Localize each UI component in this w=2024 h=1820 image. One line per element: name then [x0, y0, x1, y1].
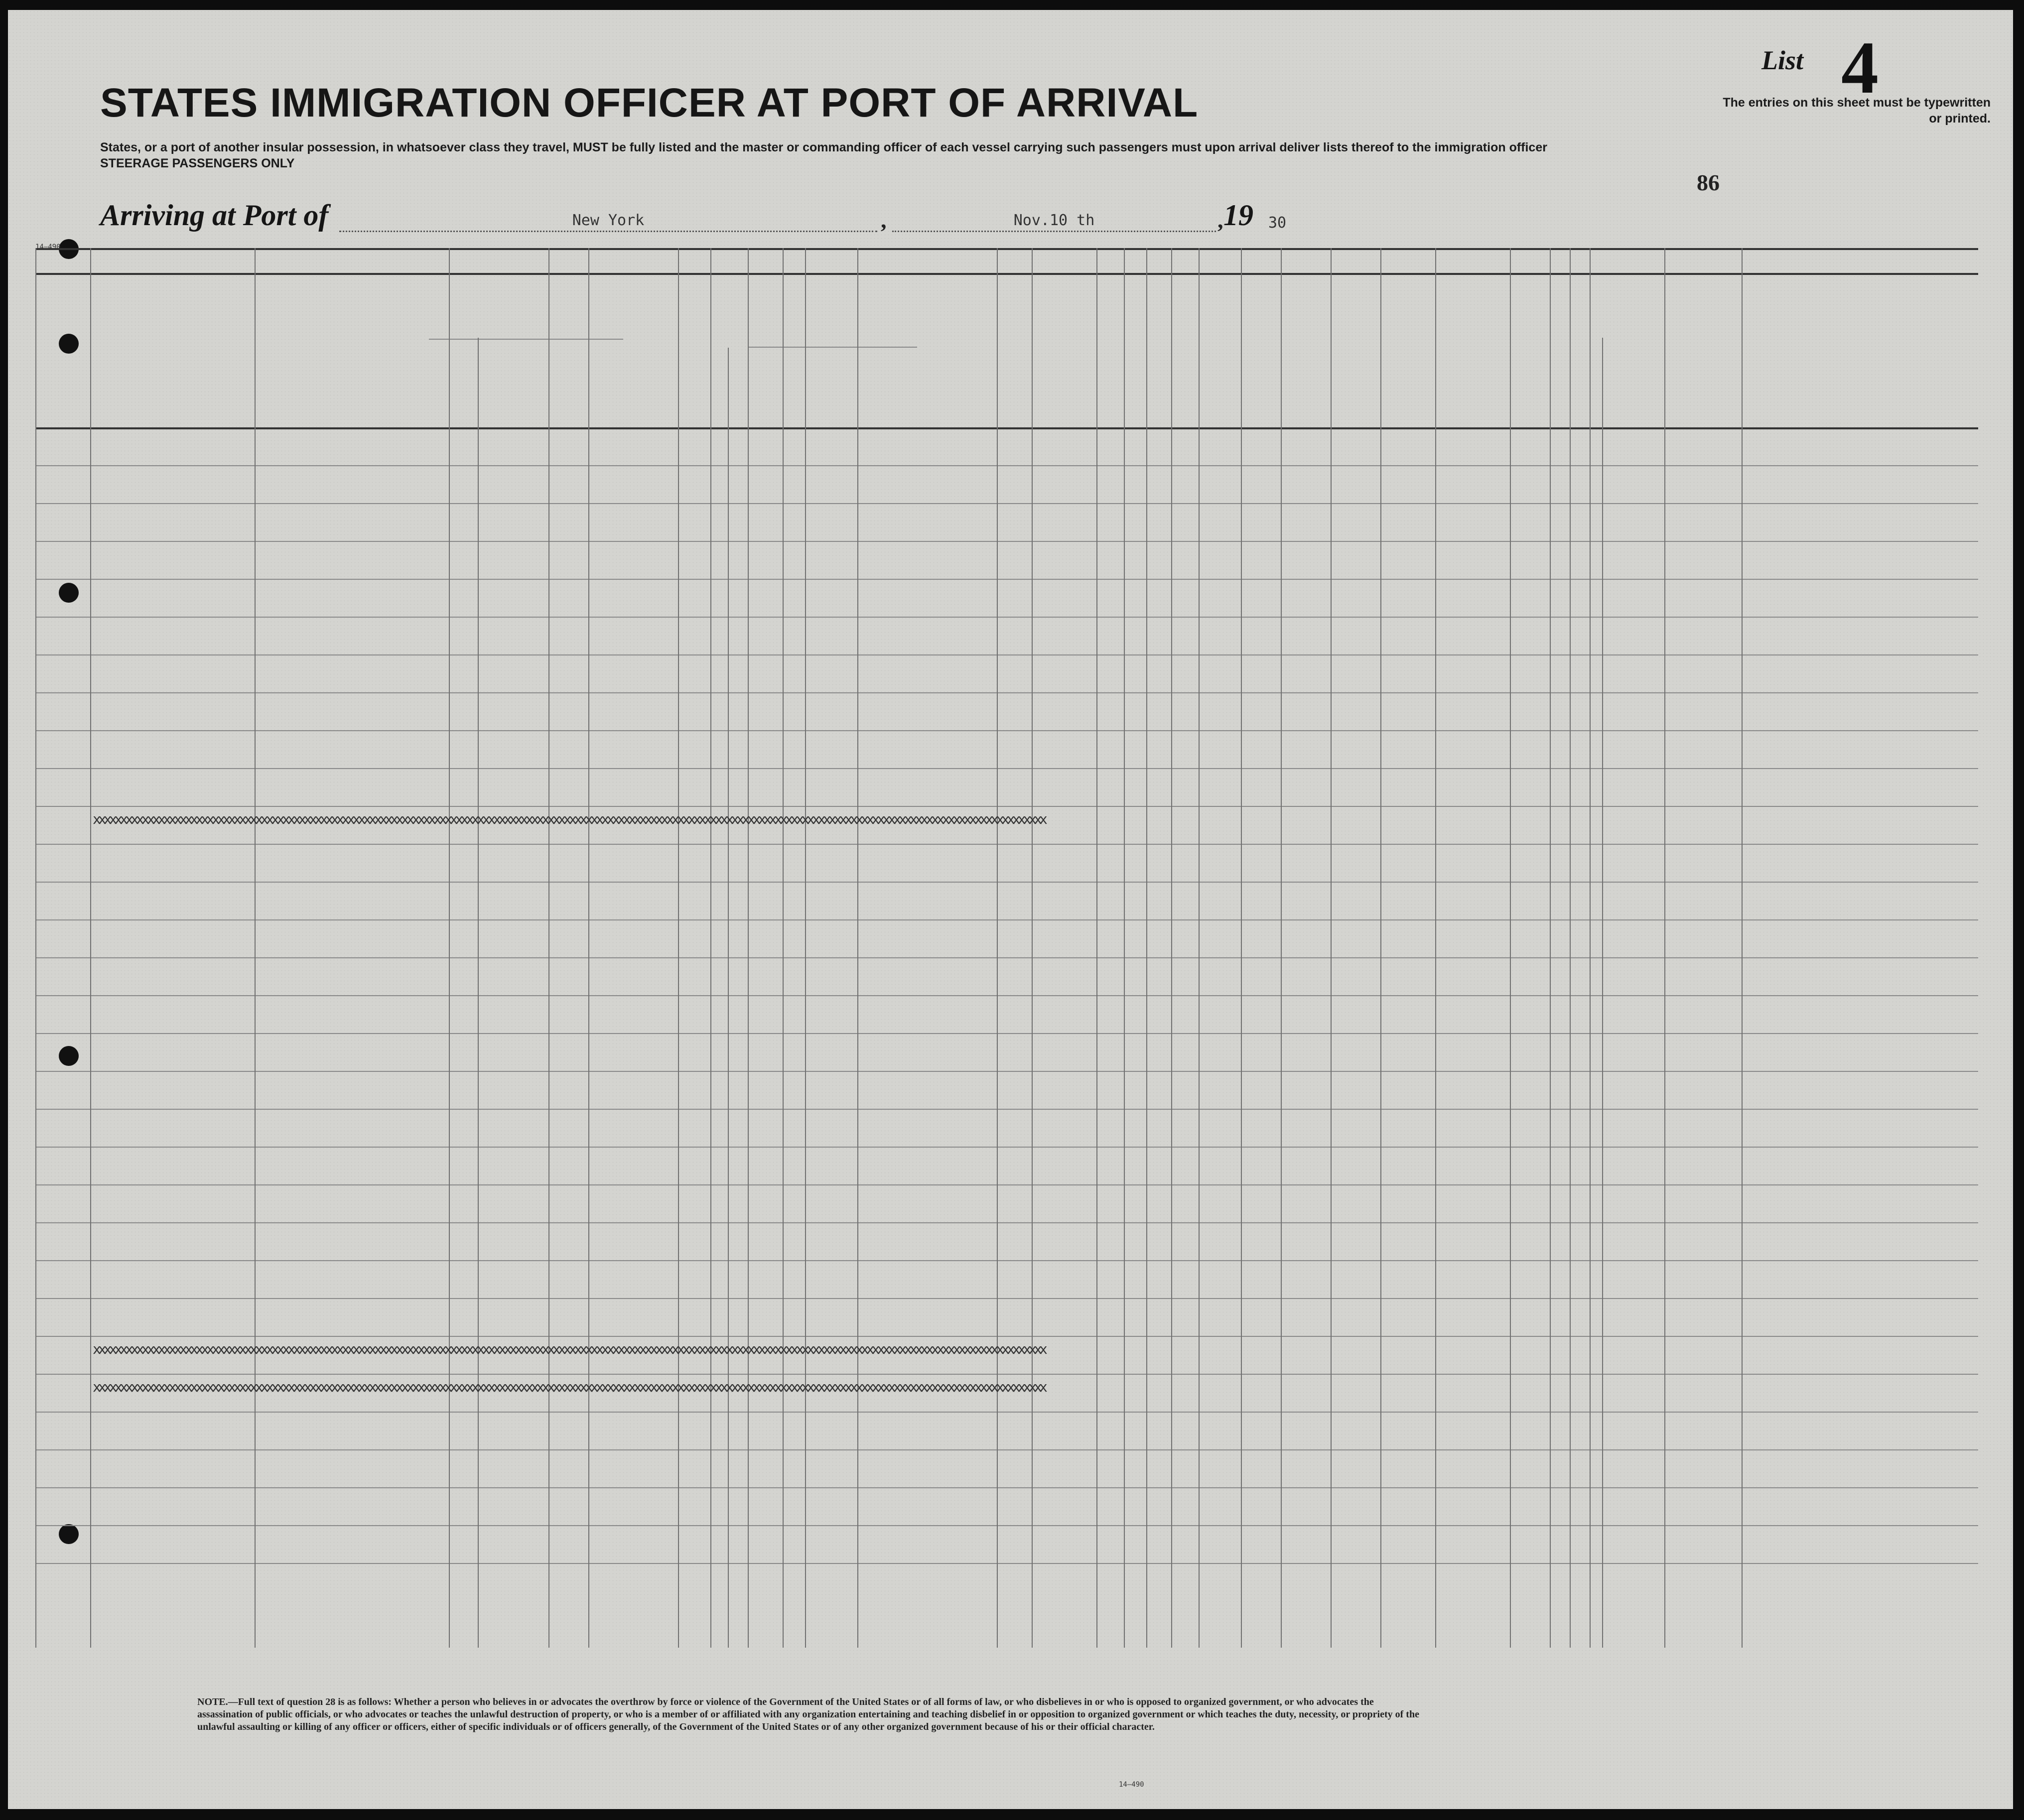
manifest-table [35, 248, 1978, 1648]
row-rule [35, 1071, 1978, 1072]
column-rule [710, 248, 711, 1648]
row-rule [35, 1563, 1978, 1564]
page-title: STATES IMMIGRATION OFFICER AT PORT OF ARRIVAL [100, 80, 1199, 126]
form-number-footer: 14—490 [1119, 1781, 1144, 1789]
column-rule [588, 248, 589, 1648]
column-rule [748, 248, 749, 1648]
header-c27 [1062, 278, 1072, 422]
row-rule [35, 1374, 1978, 1375]
manifest-sheet [8, 10, 2013, 1809]
row-rule [35, 654, 1978, 655]
sub-rule-hair [1602, 338, 1603, 1648]
column-rule [805, 248, 806, 1648]
row-rule [35, 1222, 1978, 1223]
row-rule [35, 1033, 1978, 1034]
column-rule [1664, 248, 1665, 1648]
row-rule [35, 806, 1978, 807]
column-rule [1281, 248, 1282, 1648]
row-rule [35, 1412, 1978, 1413]
column-rule [1171, 248, 1172, 1648]
col-number-rule [35, 273, 1978, 275]
header-c26 [1038, 278, 1048, 422]
row-rule [35, 617, 1978, 618]
header-instructions [100, 139, 1669, 171]
row-rule [35, 844, 1978, 845]
table-top-rule [35, 248, 1978, 250]
column-rule [1032, 248, 1033, 1648]
column-rule [1742, 248, 1743, 1648]
column-rule [255, 248, 256, 1648]
header-purpose-a [892, 288, 902, 422]
row-rule [35, 692, 1978, 693]
row-rule [35, 995, 1978, 996]
row-rule [35, 1487, 1978, 1488]
header-inches [1321, 378, 1331, 417]
row-rule [35, 465, 1978, 466]
steerage-label: STEERAGE PASSENGERS ONLY [100, 156, 295, 170]
header-bottom-rule [35, 427, 1978, 429]
header-purpose-c [967, 288, 977, 422]
column-rule [1199, 248, 1200, 1648]
row-rule [35, 1109, 1978, 1110]
header-purpose-b [930, 288, 940, 422]
list-note: The entries on this sheet must be typewritten or printed. [1723, 96, 1991, 126]
comma-2: , [1217, 207, 1223, 233]
header-subtitle: States, or a port of another insular possession, in whatsoever class they travel, MUST be fully listed and the master or commanding officer of each vessel carrying such passengers must upon arrival deliver lists thereof to the immigration officer [100, 140, 1547, 154]
footnote: NOTE.—Full text of question 28 is as follows: Whether a person who believes in or advocates the overthrow by force or violence of the Government of the United States or of all forms of law, or who disbelieves in or who is opposed to organized government, or who advocates the assassination of public officials, or who advocates or teaches the unlawful destruction of property, or who is a member of or affiliated with any organization entertaining and teaching disbelief in or opposition to organized government or which teaches the duty, necessity, or propriety of the unlawful assaulting or killing of any officer or officers, either of specific individuals or of officers generally, of the Government of the United States or of any other organized government because of his or their official character. [197, 1696, 1419, 1732]
row-rule [35, 579, 1978, 580]
row-rule [35, 541, 1978, 542]
header-c28 [1089, 278, 1109, 422]
column-rule [1241, 248, 1242, 1648]
row-rule [35, 957, 1978, 958]
header-possession [591, 278, 601, 422]
comma-1: , [881, 207, 887, 233]
column-rule [449, 248, 450, 1648]
column-rule [1380, 248, 1381, 1648]
sub-rule-state [478, 338, 479, 1648]
column-rule [857, 248, 858, 1648]
row-rule [35, 1525, 1978, 1526]
date-field: Nov.10 th [892, 212, 1216, 232]
strike-line: xxxxxxxxxxxxxxxxxxxxxxxxxxxxxxxxxxxxxxxxxxxxxxxxxxxxxxxxxxxxxxxxxxxxxxxxxxxxxxxxxxxxxxxxxxxxxxxxxxxxxxxxxxxxxxxxxxxxxxxxxxxxxxxxxxxxxxxxxxxxxxxxxxxxxxxxxxxxxxxxxxxxxxxxxxxxxxxx [93, 1379, 1045, 1395]
column-rule [678, 248, 679, 1648]
column-rule [783, 248, 784, 1648]
row-rule [35, 1449, 1978, 1450]
list-number: 4 [1841, 26, 1879, 109]
column-rule [1590, 248, 1591, 1648]
row-rule [35, 1336, 1978, 1337]
header-c25 [1004, 278, 1024, 422]
row-rule [35, 503, 1978, 504]
column-rule [1096, 248, 1097, 1648]
column-rule [35, 248, 36, 1648]
header-ticket [454, 278, 464, 422]
row-rule [35, 1260, 1978, 1261]
header-feet [1298, 378, 1308, 417]
header-sub-rule-2 [748, 347, 917, 348]
row-rule [35, 730, 1978, 731]
page-number: 86 [1697, 170, 1720, 195]
row-rule [35, 1298, 1978, 1299]
row-rule [35, 882, 1978, 883]
row-rule [35, 1184, 1978, 1185]
year-suffix: 30 [1268, 214, 1287, 232]
list-label: List [1761, 45, 1804, 75]
strike-line: xxxxxxxxxxxxxxxxxxxxxxxxxxxxxxxxxxxxxxxxxxxxxxxxxxxxxxxxxxxxxxxxxxxxxxxxxxxxxxxxxxxxxxxxxxxxxxxxxxxxxxxxxxxxxxxxxxxxxxxxxxxxxxxxxxxxxxxxxxxxxxxxxxxxxxxxxxxxxxxxxxxxxxxxxxxxxxxx [93, 811, 1045, 827]
column-rule [1146, 248, 1147, 1648]
column-rule [1570, 248, 1571, 1648]
form-number-header: 14—490 [35, 243, 61, 251]
column-rule [1510, 248, 1511, 1648]
column-rule [548, 248, 549, 1648]
row-rule [35, 768, 1978, 769]
row-rule [35, 1147, 1978, 1148]
header-c29 [1126, 278, 1146, 422]
column-rule [1124, 248, 1125, 1648]
header-c30 [1174, 278, 1189, 422]
row-rule [35, 919, 1978, 920]
year-prefix: 19 [1223, 199, 1253, 232]
strike-line: xxxxxxxxxxxxxxxxxxxxxxxxxxxxxxxxxxxxxxxxxxxxxxxxxxxxxxxxxxxxxxxxxxxxxxxxxxxxxxxxxxxxxxxxxxxxxxxxxxxxxxxxxxxxxxxxxxxxxxxxxxxxxxxxxxxxxxxxxxxxxxxxxxxxxxxxxxxxxxxxxxxxxxxxxxxxxxxx [93, 1341, 1045, 1357]
column-rule [1435, 248, 1436, 1648]
column-rule [1331, 248, 1332, 1648]
column-rule [1550, 248, 1551, 1648]
port-field: New York [339, 212, 877, 232]
column-rule [997, 248, 998, 1648]
arriving-label: Arriving at Port of [100, 199, 329, 232]
column-rule [90, 248, 91, 1648]
sub-rule-yesno [728, 348, 729, 1648]
